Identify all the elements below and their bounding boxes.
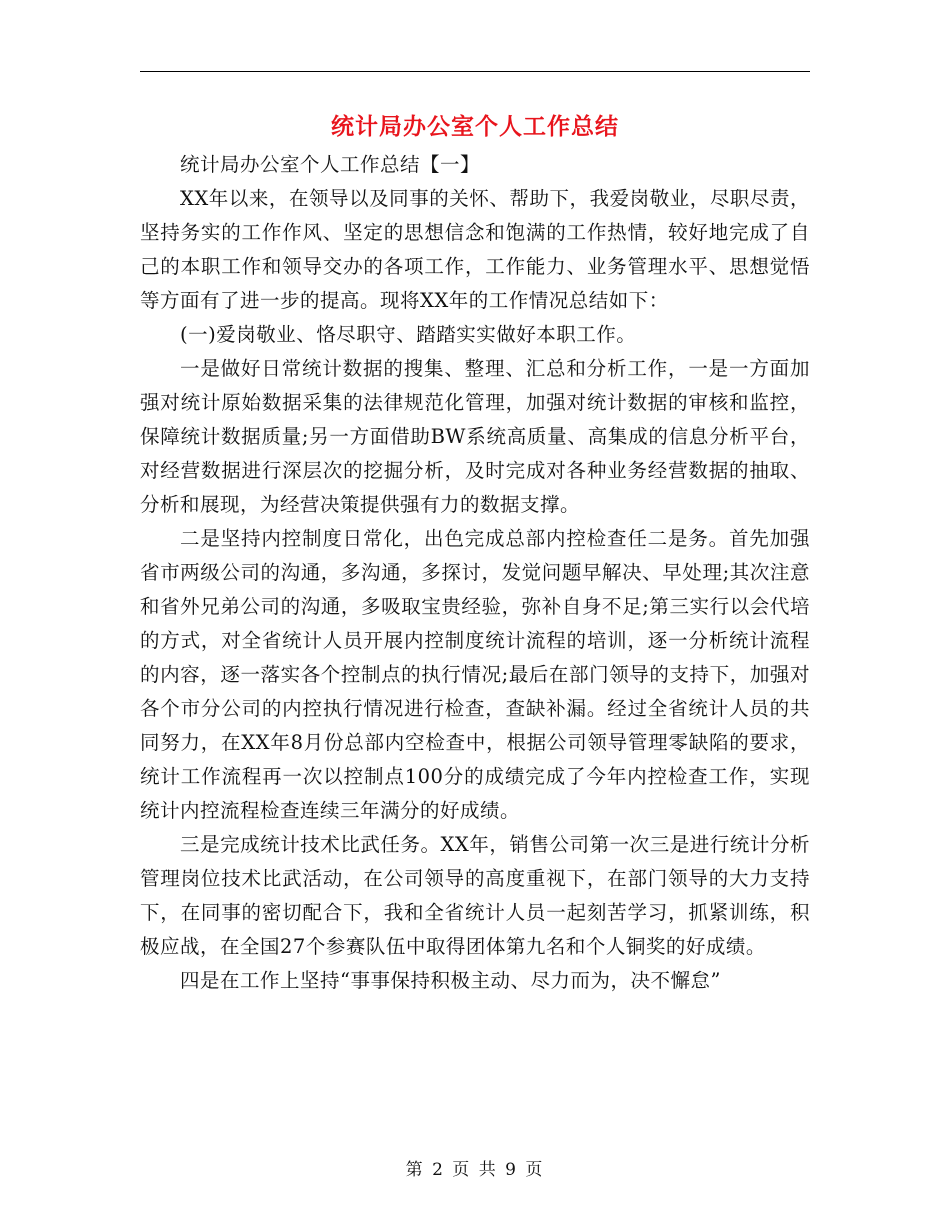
header-rule (140, 71, 810, 72)
document-body (140, 148, 810, 998)
document-title: 统计局办公室个人工作总结 (331, 114, 619, 140)
paragraph-item-3: 三是完成统计技术比武任务。XX年，销售公司第一次三是进行统计分析管理岗位技术比武活动，在公司领导的高度重视下，在部门领导的大力支持下，在同事的密切配合下，我和全省统计人员一起刻苦学习，抓紧训练，积极应战，在全国27个参赛队伍中取得团体第九名和个人铜奖的好成绩。 (140, 833, 810, 958)
subsection-heading: (一)爱岗敬业、恪尽职守、踏踏实实做好本职工作。 (180, 323, 637, 346)
section-heading: 统计局办公室个人工作总结【一】 (180, 153, 481, 176)
paragraph-item-2: 二是坚持内控制度日常化，出色完成总部内控检查任二是务。首先加强省市两级公司的沟通，多沟通，多探讨，发觉问题早解决、早处理;其次注意和省外兄弟公司的沟通，多吸取宝贵经验，弥补自身不足;第三实行以会代培的方式，对全省统计人员开展内控制度统计流程的培训，逐一分析统计流程的内容，逐一落实各个控制点的执行情况;最后在部门领导的支持下，加强对各个市分公司的内控执行情况进行检查，查缺补漏。经过全省统计人员的共同努力，在XX年8月份总部内空检查中，根据公司领导管理零缺陷的要求，统计工作流程再一次以控制点100分的成绩完成了今年内控检查工作，实现统计内控流程检查连续三年满分的好成绩。 (140, 527, 810, 822)
intro-paragraph: XX年以来，在领导以及同事的关怀、帮助下，我爱岗敬业，尽职尽责，坚持务实的工作作风、坚定的思想信念和饱满的工作热情，较好地完成了自己的本职工作和领导交办的各项工作，工作能力、业务管理水平、思想觉悟等方面有了进一步的提高。现将XX年的工作情况总结如下： (140, 187, 810, 312)
page-number-footer: 第 2 页 共 9 页 (405, 1160, 545, 1180)
paragraph-item-4: 四是在工作上坚持“事事保持积极主动、尽力而为，决不懈怠” (180, 969, 721, 992)
paragraph-item-1: 一是做好日常统计数据的搜集、整理、汇总和分析工作，一是一方面加强对统计原始数据采集的法律规范化管理，加强对统计数据的审核和监控，保障统计数据质量;另一方面借助BW系统高质量、高集成的信息分析平台，对经营数据进行深层次的挖掘分析，及时完成对各种业务经营数据的抽取、分析和展现，为经营决策提供强有力的数据支撑。 (140, 357, 810, 516)
